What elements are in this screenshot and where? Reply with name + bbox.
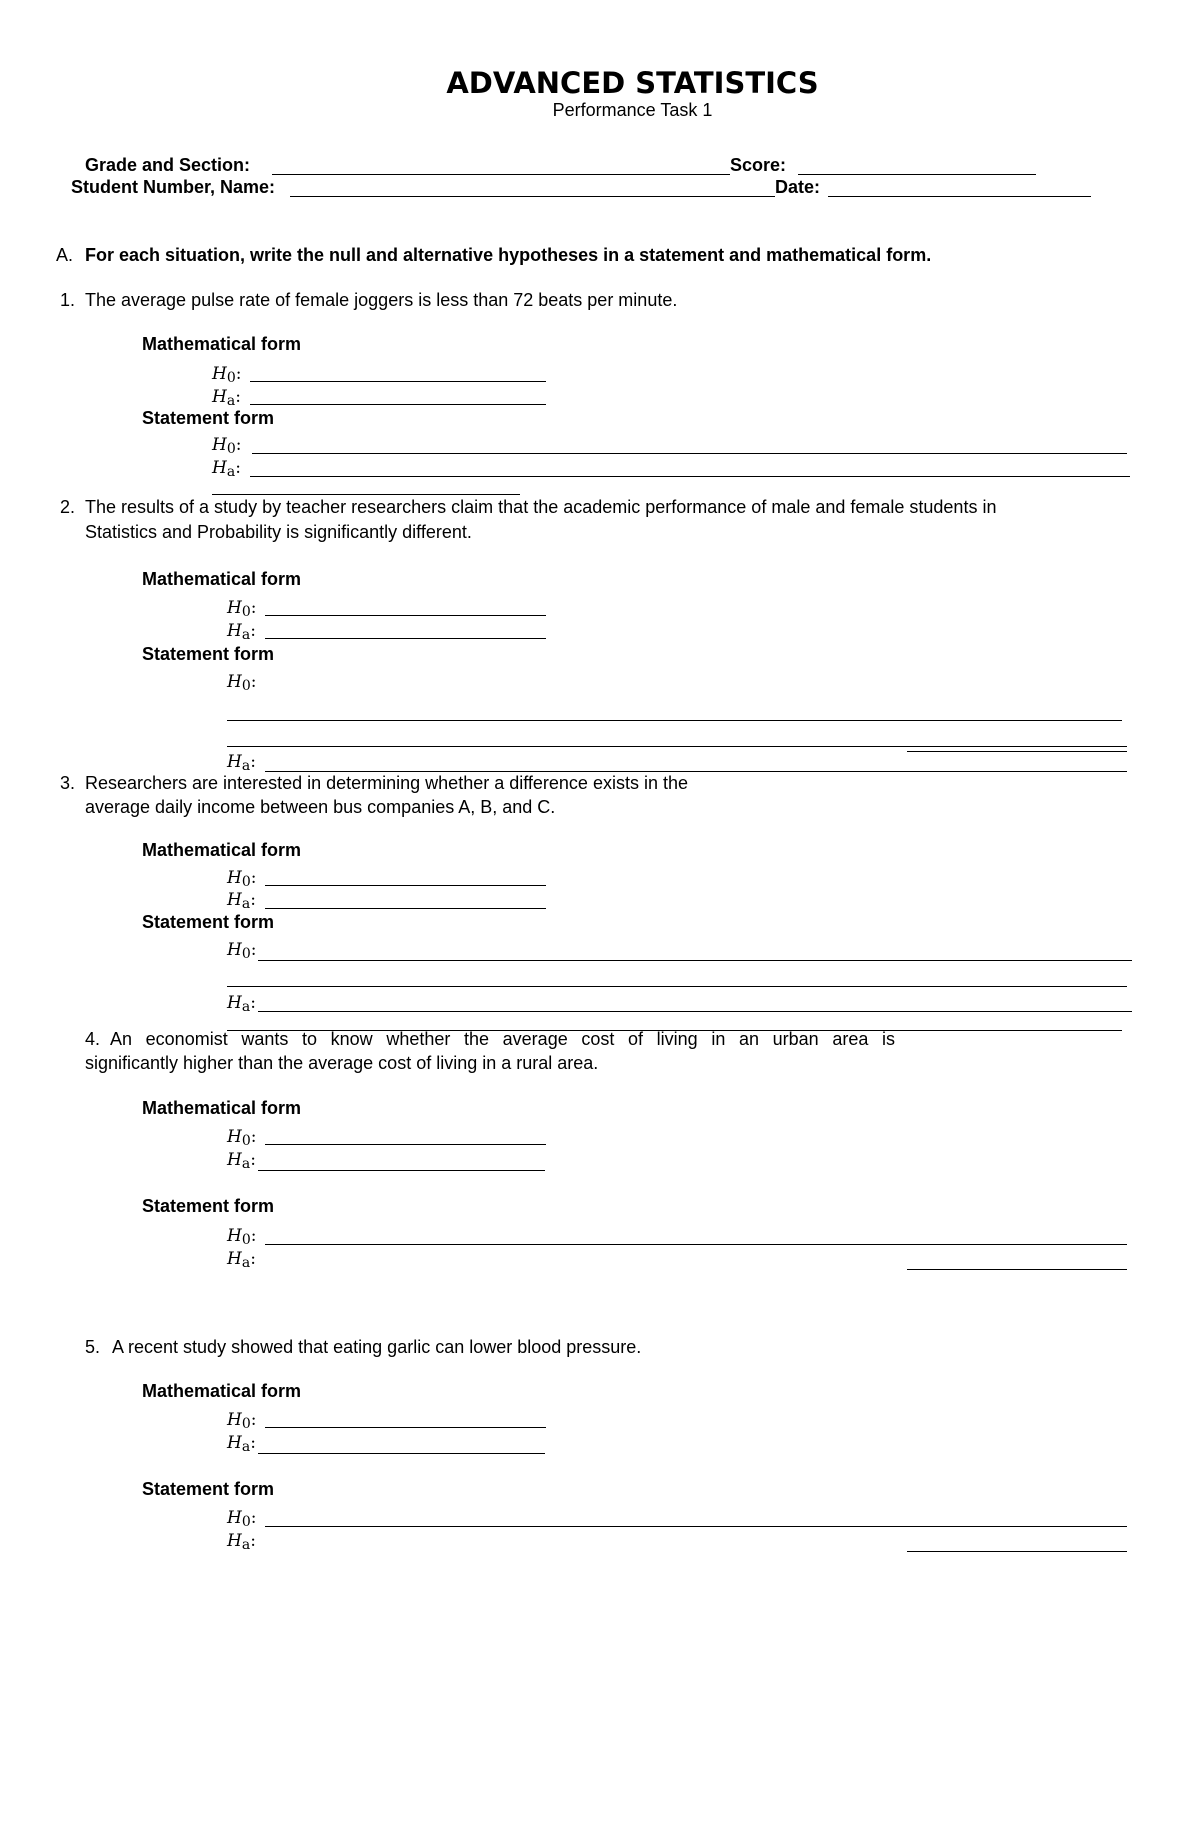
item-1-number: 1. (60, 290, 76, 310)
item-2-statement-h0-field-end[interactable] (907, 751, 1127, 752)
item-3-math-h0-label: $H_0$: (227, 868, 257, 890)
item-2-statement-h0-field[interactable] (227, 720, 1122, 721)
item-1-math-ha-label: $H_a$: (212, 387, 241, 409)
item-1-math-ha-field[interactable] (250, 404, 546, 405)
item-3-statement-form-label: Statement form (142, 912, 275, 932)
item-5-math-h0-field[interactable] (265, 1427, 546, 1428)
item-3-statement-ha-field[interactable] (258, 1011, 1132, 1012)
grade-section-field[interactable] (272, 174, 730, 175)
item-1-statement-form-label: Statement form (142, 408, 275, 428)
item-4-math-h0-label: $H_0$: (227, 1127, 257, 1149)
item-2-statement-h0-label: $H_0$: (227, 672, 257, 694)
item-1-text: The average pulse rate of female joggers is less than 72 beats per minute. (85, 290, 678, 310)
section-letter: A. (56, 245, 74, 265)
item-5-statement-ha-field[interactable] (907, 1551, 1127, 1552)
item-5-statement-form-label: Statement form (142, 1479, 275, 1499)
item-5-math-ha-field[interactable] (258, 1453, 545, 1454)
item-2-math-form-label: Mathematical form (142, 569, 302, 589)
item-2-statement-ha-label: $H_a$: (227, 752, 256, 774)
item-2-math-h0-label: $H_0$: (227, 598, 257, 620)
item-2-statement-h0-field-cont[interactable] (227, 746, 1127, 747)
student-name-label: Student Number, Name: (71, 177, 276, 197)
item-4-statement-h0-label: $H_0$: (227, 1226, 257, 1248)
item-3-statement-h0-label: $H_0$: (227, 940, 257, 962)
item-4-math-form-label: Mathematical form (142, 1098, 302, 1118)
item-3-text-line2: average daily income between bus companies A, B, and C. (85, 797, 556, 817)
page-title: ADVANCED STATISTICS (446, 66, 819, 100)
item-1-statement-ha-label: $H_a$: (212, 458, 241, 480)
item-3-math-form-label: Mathematical form (142, 840, 302, 860)
item-4-number: 4. (85, 1029, 101, 1049)
date-field[interactable] (828, 196, 1091, 197)
item-1-math-h0-field[interactable] (250, 381, 546, 382)
item-2-statement-ha-field[interactable] (265, 771, 1127, 772)
page-subtitle: Performance Task 1 (552, 100, 713, 120)
item-3-number: 3. (60, 773, 76, 793)
student-name-field[interactable] (290, 196, 775, 197)
item-2-text-line1: The results of a study by teacher researchers claim that the academic performance of male and female students in (85, 497, 997, 517)
item-4-math-h0-field[interactable] (265, 1144, 546, 1145)
item-3-statement-h0-field-cont[interactable] (227, 986, 1127, 987)
date-label: Date: (775, 177, 821, 197)
item-4-statement-ha-field[interactable] (907, 1269, 1127, 1270)
item-5-math-form-label: Mathematical form (142, 1381, 302, 1401)
item-2-math-h0-field[interactable] (265, 615, 546, 616)
item-1-statement-h0-field[interactable] (252, 453, 1127, 454)
grade-section-label: Grade and Section: (85, 155, 251, 175)
item-2-math-ha-label: $H_a$: (227, 621, 256, 643)
item-4-text-line1: An economist wants to know whether the average cost of living in an urban area is (110, 1029, 895, 1049)
item-4-math-ha-label: $H_a$: (227, 1150, 256, 1172)
item-3-statement-ha-label: $H_a$: (227, 993, 256, 1015)
item-2-math-ha-field[interactable] (265, 638, 546, 639)
item-3-math-ha-field[interactable] (265, 908, 546, 909)
item-1-math-form-label: Mathematical form (142, 334, 302, 354)
item-5-math-h0-label: $H_0$: (227, 1410, 257, 1432)
item-2-text-line2: Statistics and Probability is significantly different. (85, 522, 472, 542)
item-3-math-ha-label: $H_a$: (227, 890, 256, 912)
item-3-math-h0-field[interactable] (265, 885, 546, 886)
item-4-text-line2: significantly higher than the average cost of living in a rural area. (85, 1053, 599, 1073)
item-3-statement-h0-field[interactable] (258, 960, 1132, 961)
item-2-statement-form-label: Statement form (142, 644, 275, 664)
score-label: Score: (730, 155, 787, 175)
item-4-math-ha-field[interactable] (258, 1170, 545, 1171)
item-4-statement-form-label: Statement form (142, 1196, 275, 1216)
item-4-statement-h0-field[interactable] (265, 1244, 1127, 1245)
item-1-statement-ha-field[interactable] (250, 476, 1130, 477)
section-instruction: For each situation, write the null and alternative hypotheses in a statement and mathematical form. (85, 245, 932, 265)
item-5-math-ha-label: $H_a$: (227, 1433, 256, 1455)
item-5-text: A recent study showed that eating garlic can lower blood pressure. (112, 1337, 642, 1357)
item-2-number: 2. (60, 497, 76, 517)
item-5-number: 5. (85, 1337, 101, 1357)
item-5-statement-h0-field[interactable] (265, 1526, 1127, 1527)
item-1-statement-h0-label: $H_0$: (212, 435, 242, 457)
item-1-statement-ha-field-cont[interactable] (212, 494, 520, 495)
item-1-math-h0-label: $H_0$: (212, 364, 242, 386)
score-field[interactable] (798, 174, 1036, 175)
item-3-text-line1: Researchers are interested in determining whether a difference exists in the (85, 773, 688, 793)
item-4-statement-ha-label: $H_a$: (227, 1249, 256, 1271)
item-5-statement-h0-label: $H_0$: (227, 1508, 257, 1530)
item-5-statement-ha-label: $H_a$: (227, 1531, 256, 1553)
